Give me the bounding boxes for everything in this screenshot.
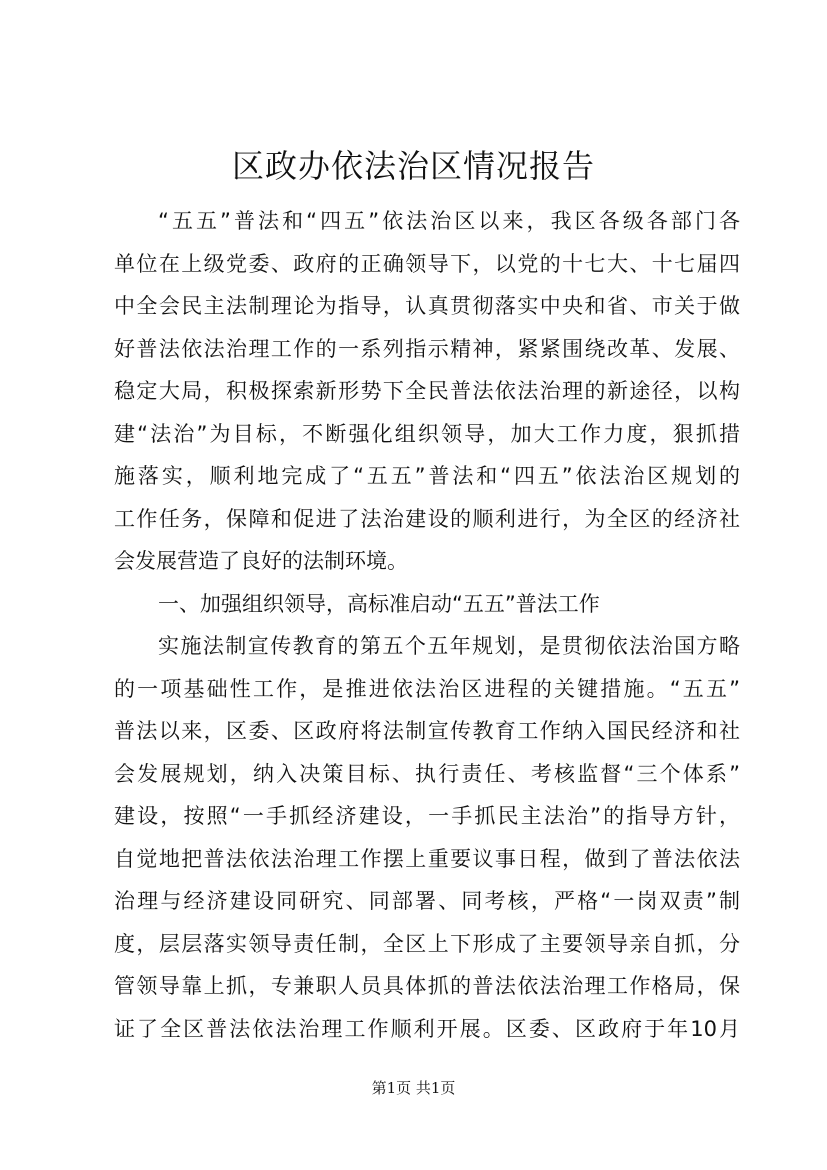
body-line: 实施法制宣传教育的第五个五年规划，是贯彻依法治国方略: [158, 634, 740, 658]
body-line: 治理与经济建设同研究、同部署、同考核，严格“一岗双责”制: [114, 889, 740, 913]
body-line: 中全会民主法制理论为指导，认真贯彻落实中央和省、市关于做: [114, 294, 740, 318]
page-footer: 第1页 共1页: [371, 1079, 456, 1097]
section-heading: 一、加强组织领导，高标准启动“五五”普法工作: [158, 591, 600, 616]
body-line: 单位在上级党委、政府的正确领导下，以党的十七大、十七届四: [114, 251, 740, 276]
body-line: 建设，按照“一手抓经济建设，一手抓民主法治”的指导方针，: [114, 804, 740, 828]
body-line: 度，层层落实领导责任制，全区上下形成了主要领导亲自抓，分: [114, 931, 740, 956]
body-line: 建“法治”为目标，不断强化组织领导，加大工作力度，狠抓措: [114, 421, 740, 446]
body-line: 证了全区普法依法治理工作顺利开展。区委、区政府于年10月: [114, 1016, 740, 1041]
body-line: 自觉地把普法依法治理工作摆上重要议事日程，做到了普法依法: [114, 846, 740, 871]
document-body: [114, 200, 740, 1050]
body-line: 管领导靠上抓，专兼职人员具体抓的普法依法治理工作格局，保: [114, 974, 740, 998]
body-line: “五五”普法和“四五”依法治区以来，我区各级各部门各: [158, 209, 740, 233]
body-line: 工作任务，保障和促进了法治建设的顺利进行，为全区的经济社: [114, 506, 740, 531]
body-line: 稳定大局，积极探索新形势下全民普法依法治理的新途径，以构: [114, 379, 740, 403]
body-line: 普法以来，区委、区政府将法制宣传教育工作纳入国民经济和社: [114, 719, 740, 743]
body-line: 会发展营造了良好的法制环境。: [114, 549, 408, 573]
body-line: 的一项基础性工作，是推进依法治区进程的关键措施。“五五”: [114, 676, 740, 701]
body-line: 施落实，顺利地完成了“五五”普法和“四五”依法治区规划的: [114, 464, 740, 488]
body-line: 好普法依法治理工作的一系列指示精神，紧紧围绕改革、发展、: [114, 336, 740, 361]
body-line: 会发展规划，纳入决策目标、执行责任、考核监督“三个体系”: [114, 761, 740, 786]
document-title: 区政办依法治区情况报告: [231, 147, 595, 185]
